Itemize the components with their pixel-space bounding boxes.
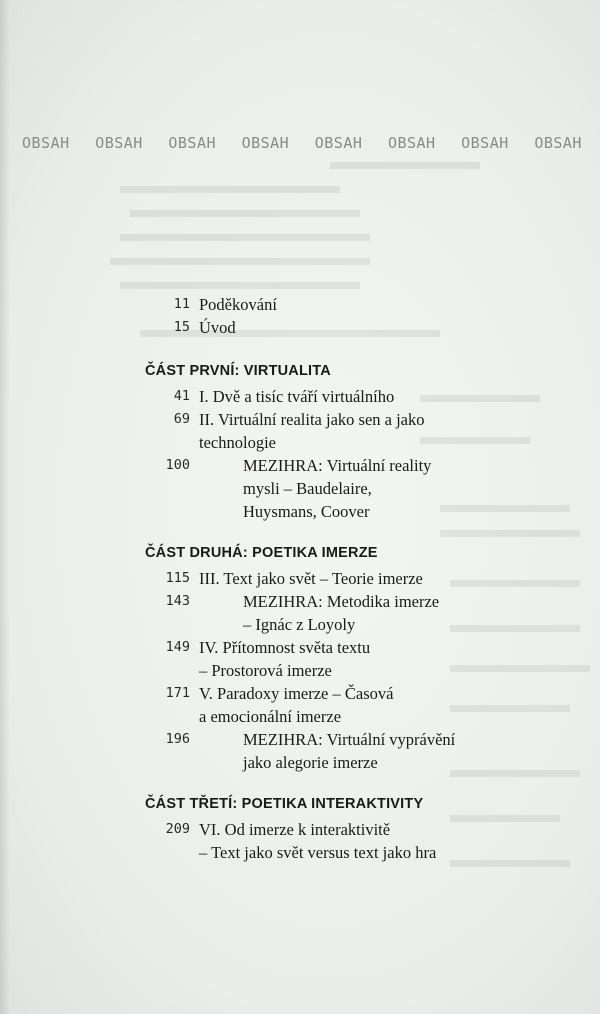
entry-title: I. Dvě a tisíc tváří virtuálního	[199, 387, 395, 406]
header-word: OBSAH	[168, 134, 217, 152]
entry-title-continued: jako alegorie imerze	[243, 753, 378, 772]
entry-title: MEZIHRA: Virtuální vyprávění	[243, 730, 456, 749]
header-word: OBSAH	[314, 134, 363, 152]
entry-title-continued: a emocionální imerze	[199, 707, 342, 726]
entry-title-continued: – Prostorová imerze	[199, 661, 332, 680]
page-number: 196	[165, 731, 190, 747]
page-number: 209	[165, 821, 190, 837]
entry-title: IV. Přítomnost světa textu	[199, 638, 371, 657]
header-word: OBSAH	[95, 134, 143, 152]
entry-title-continued: technologie	[199, 433, 276, 452]
page-number: 41	[173, 388, 190, 404]
part-heading: ČÁST DRUHÁ: POETIKA IMERZE	[145, 545, 378, 561]
page-number: 143	[165, 593, 190, 609]
entry-title: V. Paradoxy imerze – Časová	[199, 684, 394, 703]
entry-title: MEZIHRA: Virtuální reality	[243, 456, 432, 475]
part-heading: ČÁST TŘETÍ: POETIKA INTERAKTIVITY	[145, 796, 424, 812]
entry-title-continued: – Ignác z Loyoly	[243, 615, 356, 634]
header-word: OBSAH	[387, 134, 436, 152]
header-word: OBSAH	[461, 134, 509, 152]
entry-title: Poděkování	[199, 295, 277, 314]
header-word: OBSAH	[241, 134, 290, 152]
entry-title: VI. Od imerze k interaktivitě	[199, 820, 391, 839]
entry-title: Úvod	[199, 318, 236, 337]
header-word: OBSAH	[534, 134, 582, 152]
entry-title: III. Text jako svět – Teorie imerze	[199, 569, 423, 588]
page-number: 115	[165, 570, 190, 586]
entry-title: MEZIHRA: Metodika imerze	[243, 592, 440, 611]
page-number: 149	[165, 639, 190, 655]
entry-title-continued: – Text jako svět versus text jako hra	[199, 843, 437, 862]
page-number: 69	[173, 411, 190, 427]
entry-title-continued: Huysmans, Coover	[243, 502, 370, 521]
page-number: 171	[165, 685, 190, 701]
page-number: 11	[173, 296, 190, 312]
entry-title: II. Virtuální realita jako sen a jako	[199, 410, 425, 429]
page-number: 100	[165, 457, 190, 473]
entry-title-continued: mysli – Baudelaire,	[243, 479, 372, 498]
page-number: 15	[173, 319, 190, 335]
header-word: OBSAH	[22, 134, 70, 152]
part-heading: ČÁST PRVNÍ: VIRTUALITA	[145, 363, 331, 379]
